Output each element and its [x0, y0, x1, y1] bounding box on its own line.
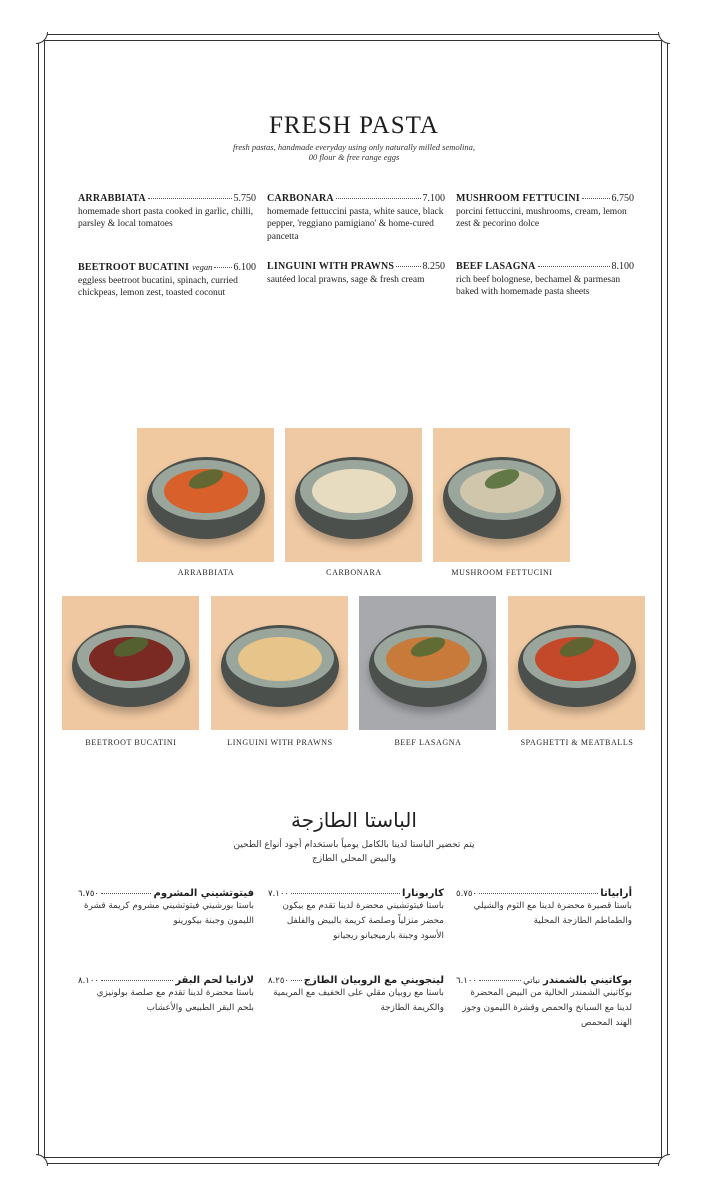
photo-carbonara [285, 428, 422, 562]
menu-item-beef-lasagna [456, 261, 634, 299]
photo-arrabbiata [137, 428, 274, 562]
item-name: MUSHROOM FETTUCINI [456, 193, 580, 204]
item-price: 6.750 [611, 193, 634, 204]
item-name: لازانيا لحم البقر [175, 975, 254, 986]
item-description: بوكاتيني الشمندر الخالية من البيض المحضرة لدينا مع السبانخ والحمص وقشرة الليمون وجوز الهند المحمص [462, 988, 632, 1028]
dot-leader [396, 266, 420, 267]
item-price: ٨.١٠٠ [78, 976, 99, 986]
dot-leader [101, 980, 173, 981]
item-price: 8.250 [422, 261, 445, 272]
item-description: eggless beetroot bucatini, spinach, curried chickpeas, lemon zest, toasted coconut [78, 275, 238, 298]
item-price: ٧.١٠٠ [268, 889, 289, 899]
item-name: فيتوتشيني المشروم [153, 888, 254, 899]
item-price: 6.100 [233, 262, 256, 273]
arabic-title: الباستا الطازجة [291, 808, 417, 832]
dot-leader [101, 893, 152, 894]
item-name: ARRABBIATA [78, 193, 146, 204]
food-shape [312, 469, 396, 513]
arabic-subtitle [0, 838, 708, 866]
dot-leader [538, 266, 610, 267]
arabic-subtitle-line2: والبيض المحلي الطازج [311, 854, 397, 864]
photo-spaghetti-and-meatballs [508, 596, 645, 730]
dot-leader [148, 198, 232, 199]
menu-title: FRESH PASTA [269, 112, 439, 139]
photo-linguini-with-prawns [211, 596, 348, 730]
photo-caption: BEETROOT BUCATINI [85, 738, 177, 747]
menu-item-linguini-with-prawns [267, 261, 445, 286]
item-price: ٦.٧٥٠ [78, 889, 99, 899]
photo-mushroom-fettucini [433, 428, 570, 562]
item-name: CARBONARA [267, 193, 334, 204]
item-price: 7.100 [422, 193, 445, 204]
menu-subtitle [0, 142, 708, 162]
menu-subtitle-line1: fresh pastas, handmade everyday using only naturally milled semolina, [233, 142, 475, 152]
item-description: rich beef bolognese, bechamel & parmesan baked with homemade pasta sheets [456, 274, 621, 297]
dot-leader [582, 198, 610, 199]
dot-leader [479, 980, 521, 981]
arabic-item-carbonara [268, 888, 444, 944]
dot-leader [291, 980, 302, 981]
item-price: ٨.٢٥٠ [268, 976, 289, 986]
item-description: homemade fettuccini pasta, white sauce, black pepper, 'reggiano pamigiano' & home-cured pancetta [267, 206, 444, 242]
item-name: كاربونارا [401, 888, 444, 899]
item-price: 8.100 [611, 261, 634, 272]
photo-caption: SPAGHETTI & MEATBALLS [520, 738, 634, 747]
photo-caption: BEEF LASAGNA [394, 738, 462, 747]
item-name: LINGUINI WITH PRAWNS [267, 261, 395, 272]
item-name: لينجويني مع الروبيان الطازج [303, 975, 444, 986]
photo-beetroot-bucatini [62, 596, 199, 730]
menu-item-arrabbiata [78, 193, 256, 231]
item-price: ٥.٧٥٠ [456, 889, 477, 899]
item-description: باستا مع روبيان مقلي على الخفيف مع المريمية والكريمة الطازجة [273, 988, 444, 1013]
item-description: homemade short pasta cooked in garlic, chilli, parsley & local tomatoes [78, 206, 254, 229]
arabic-item-mushroom-fettucini [78, 888, 254, 929]
item-description: porcini fettuccini, mushrooms, cream, lemon zest & pecorino dolce [456, 206, 627, 229]
item-description: باستا محضرة لدينا تقدم مع صلصة بولونيزي بلحم البقر الطبيعي والأعشاب [96, 988, 254, 1013]
menu-item-mushroom-fettucini [456, 193, 634, 231]
arabic-item-linguini-with-prawns [268, 975, 444, 1016]
photo-caption: CARBONARA [326, 568, 382, 577]
dot-leader [479, 893, 598, 894]
item-name: بوكاتيني بالشمندر [543, 975, 632, 986]
item-name: أرابياتا [600, 888, 632, 899]
menu-subtitle-line2: 00 flour & free range eggs [308, 152, 400, 162]
arabic-item-arrabbiata [456, 888, 632, 929]
arabic-item-beetroot-bucatini [456, 975, 632, 1031]
photo-caption: ARRABBIATA [177, 568, 235, 577]
menu-item-carbonara [267, 193, 445, 243]
dot-leader [336, 198, 421, 199]
item-tag: vegan [192, 262, 213, 272]
item-price: ٦.١٠٠ [456, 976, 477, 986]
item-price: 5.750 [233, 193, 256, 204]
item-description: باستا قصيرة محضرة لدينا مع الثوم والشيلي والطماطم الطازجة المحلية [473, 901, 632, 926]
arabic-subtitle-line1: يتم تحضير الباستا لدينا بالكامل يومياً باستخدام أجود أنواع الطحين [233, 840, 475, 850]
photo-beef-lasagna [359, 596, 496, 730]
photo-caption: MUSHROOM FETTUCINI [451, 568, 553, 577]
item-description: باستا بورشيني فيتوتشيني مشروم كريمة قشرة الليمون وجبنة بيكورينو [84, 901, 254, 926]
dot-leader [291, 893, 400, 894]
item-description: sautéed local prawns, sage & fresh cream [267, 274, 425, 285]
photo-caption: LINGUINI WITH PRAWNS [227, 738, 333, 747]
menu-item-beetroot-bucatini [78, 261, 256, 300]
arabic-item-beef-lasagna [78, 975, 254, 1016]
item-tag: نباتي [523, 976, 541, 986]
item-name: BEETROOT BUCATINI [78, 262, 190, 273]
item-description: باستا فيتوتشيني محضرة لدينا تقدم مع بيكون محضر منزلياً وصلصة كريمة بالبيض والفلفل الأسود وجبنة بارميجيانو ريجيانو [282, 901, 444, 941]
food-shape [238, 637, 322, 681]
item-name: BEEF LASAGNA [456, 261, 536, 272]
dot-leader [214, 267, 231, 268]
